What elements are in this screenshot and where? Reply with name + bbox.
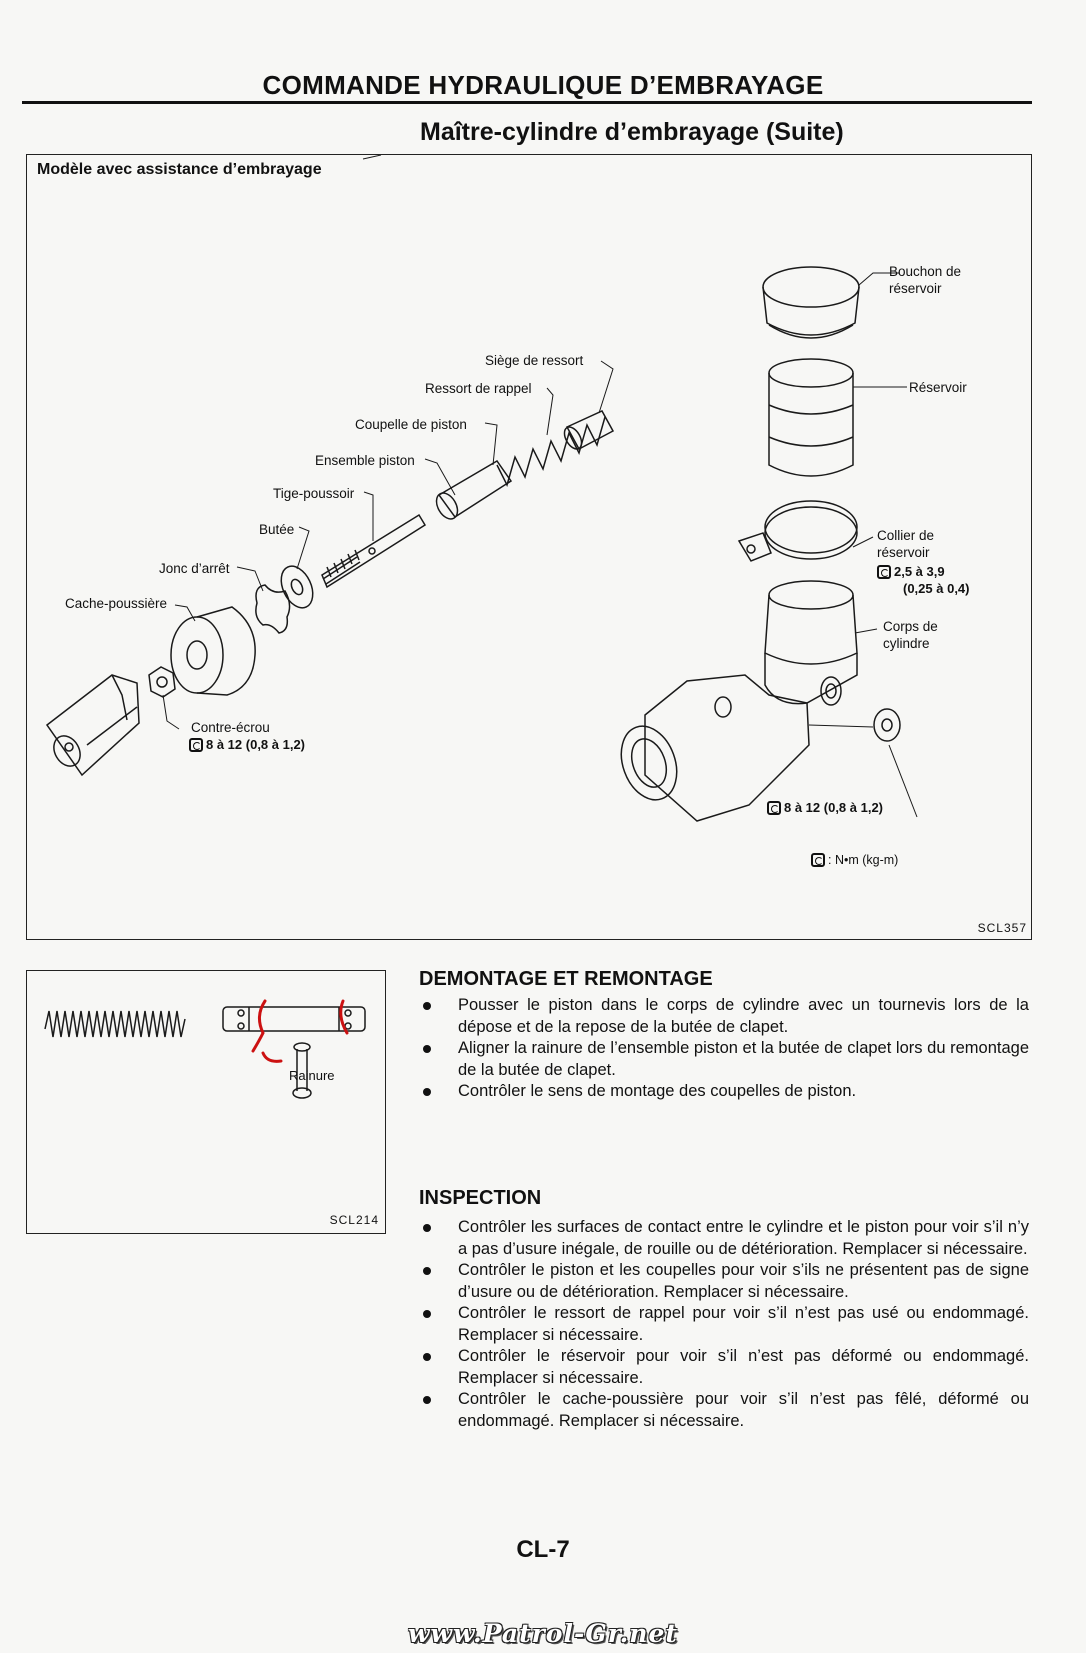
section-demontage <box>419 968 1029 1103</box>
bullet-list <box>419 1217 1029 1432</box>
list-item: Pousser le piston dans le corps de cylindre avec un tournevis lors de la dépose et de la repose de la butée de clapet. <box>419 995 1029 1038</box>
label-tige-poussoir: Tige-poussoir <box>273 486 355 501</box>
list-item: Contrôler le sens de montage des coupelles de piston. <box>419 1081 1029 1103</box>
section-heading: INSPECTION <box>419 1187 542 1209</box>
torque-body-bolt <box>767 800 883 815</box>
torque-contre-ecrou <box>189 737 305 752</box>
label-corps-cylindre: Corps de cylindre <box>883 619 938 651</box>
list-item: Contrôler le piston et les coupelles pour voir s’ils ne présentent pas de signe d’usure ou de détérioration. Remplacer si nécessaire. <box>419 1260 1029 1303</box>
list-item: Aligner la rainure de l’ensemble piston et la butée de clapet lors du remontage de la butée de clapet. <box>419 1038 1029 1081</box>
clevis-drawing <box>47 675 139 775</box>
label-rainure: Rainure <box>289 1068 335 1083</box>
body-bolt-drawing <box>874 709 900 741</box>
torque-contre-ecrou-value: 8 à 12 (0,8 à 1,2) <box>206 737 306 752</box>
label-collier: Collier de réservoir <box>877 528 935 560</box>
lock-nut-drawing <box>149 667 175 697</box>
label-contre-ecrou: Contre-écrou <box>191 720 270 735</box>
label-jonc-arret: Jonc d’arrêt <box>159 561 230 576</box>
bullet-list <box>419 995 1029 1103</box>
return-spring-drawing <box>497 417 605 485</box>
reservoir-cap-drawing <box>763 267 859 338</box>
label-ensemble-piston: Ensemble piston <box>315 453 415 468</box>
label-siege-ressort: Siège de ressort <box>485 353 584 368</box>
torque-collier-kgm: (0,25 à 0,4) <box>903 581 970 596</box>
torque-unit-legend <box>811 852 898 869</box>
reservoir-drawing <box>769 359 853 476</box>
reservoir-clamp-drawing <box>739 501 857 561</box>
label-coupelle-piston: Coupelle de piston <box>355 417 467 432</box>
torque-icon <box>189 738 203 752</box>
watermark: www.Patrol-Gr.net <box>408 1619 678 1648</box>
page-subtitle: Maître-cylindre d’embrayage (Suite) <box>420 118 844 146</box>
label-butee: Butée <box>259 522 295 537</box>
section-heading: DEMONTAGE ET REMONTAGE <box>419 968 713 990</box>
cylinder-body-drawing <box>612 581 857 821</box>
figure-code: SCL357 <box>977 921 1027 935</box>
torque-body-bolt-value: 8 à 12 (0,8 à 1,2) <box>784 800 884 815</box>
section-inspection <box>419 1187 1029 1432</box>
exploded-diagram-master-cylinder <box>26 154 1032 940</box>
figure-caption: Modèle avec assistance d’embrayage <box>37 161 322 178</box>
piston-detail-drawing <box>27 971 387 1235</box>
list-item: Contrôler le ressort de rappel pour voir s’il n’est pas usé ou endommagé. Remplacer si nécessaire. <box>419 1303 1029 1346</box>
torque-icon <box>811 853 825 867</box>
spring-seat-drawing <box>561 411 613 452</box>
label-bouchon: Bouchon de réservoir <box>889 264 962 296</box>
list-item: Contrôler le réservoir pour voir s’il n’est pas déformé ou endommagé. Remplacer si nécessaire. <box>419 1346 1029 1389</box>
list-item: Contrôler le cache-poussière pour voir s’il n’est pas fêlé, déformé ou endommagé. Remplacer si nécessaire. <box>419 1389 1029 1432</box>
page-title: COMMANDE HYDRAULIQUE D’EMBRAYAGE <box>262 70 824 100</box>
spring-drawing <box>45 1011 185 1037</box>
piston-detail-figure <box>26 970 386 1234</box>
title-divider <box>22 101 1032 104</box>
label-reservoir: Réservoir <box>909 380 967 395</box>
figure-code: SCL214 <box>329 1213 379 1227</box>
torque-icon <box>877 565 891 579</box>
torque-icon <box>767 801 781 815</box>
torque-collier <box>877 564 945 579</box>
dust-boot-drawing <box>171 607 255 695</box>
label-ressort-rappel: Ressort de rappel <box>425 381 532 396</box>
torque-collier-value: 2,5 à 3,9 <box>894 564 945 579</box>
page-number: CL-7 <box>516 1536 570 1563</box>
torque-unit-text: : N•m (kg-m) <box>828 853 899 867</box>
label-cache-poussiere: Cache-poussière <box>65 596 168 611</box>
list-item: Contrôler les surfaces de contact entre le cylindre et le piston pour voir s’il n’y a pas d’usure inégale, de rouille ou de détérioration. Remplacer si nécessaire. <box>419 1217 1029 1260</box>
